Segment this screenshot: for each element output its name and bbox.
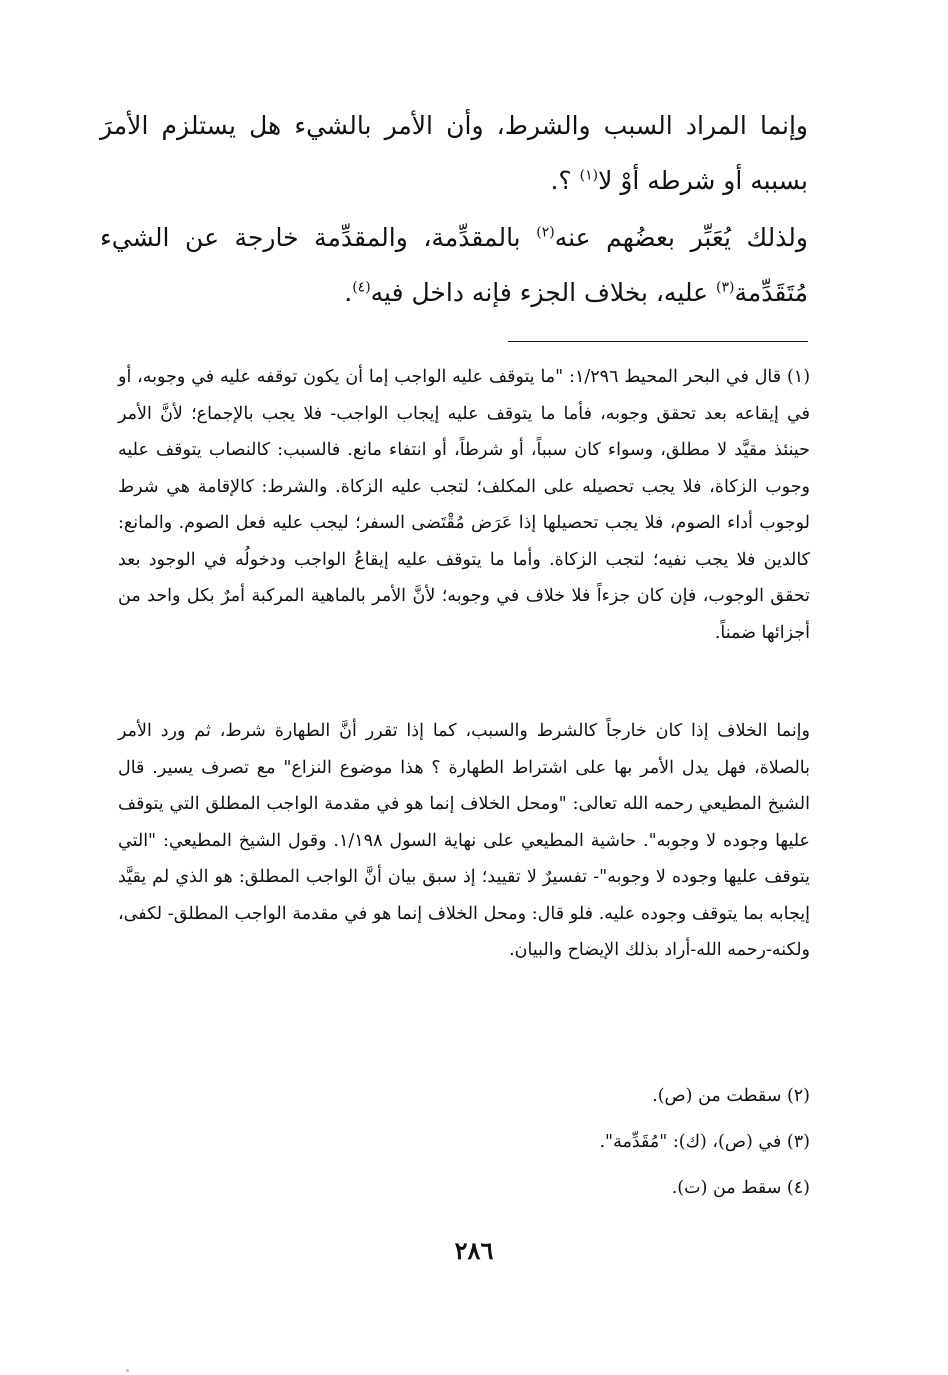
footnote-separator bbox=[508, 341, 808, 342]
scan-speck bbox=[126, 1369, 129, 1372]
main-text: عليه، بخلاف الجزء فإنه داخل فيه bbox=[370, 278, 717, 307]
footnote-3: (٣) في (ص)، (ك): "مُقَدِّمة". bbox=[599, 1132, 810, 1152]
main-paragraph-1 bbox=[100, 98, 808, 208]
main-paragraph-2 bbox=[100, 210, 808, 320]
footnote-4: (٤) سقط من (ت). bbox=[671, 1178, 810, 1198]
footnote-1-part-1: (١) قال في البحر المحيط ١/٢٩٦: "ما يتوقف عليه الواجب إما أن يكون توقفه عليه في وجوبه، أو في إيقاعه بعد تحقق وجوبه، فأما ما يتوقف عليه إيجاب الواجب- فلا يجب بالإجماع؛ لأنَّ الأمر حينئذ مقيَّد لا مطلق، وسواء كان سبباً، أو شرطاً، أو انتفاء مانع. فالسبب: كالنصاب يتوقف عليه وجوب الزكاة، فلا يجب تحصيله على المكلف؛ لتجب عليه الزكاة. والشرط: كالإقامة هي شرط لوجوب أداء الصوم، فلا يجب تحصيلها إذا عَرَض مُقْتَضى السفر؛ ليجب عليه فعل الصوم. والمانع: كالدين فلا يجب نفيه؛ لتجب الزكاة. وأما ما يتوقف عليه إيقاعُ الواجب ودخولُه في الوجود بعد تحقق الوجوب، فإن كان جزءاً فلا خلاف في وجوبه؛ لأنَّ الأمر بالماهية المركبة أمرٌ بكل واحد من أجزائها ضمناً. bbox=[118, 367, 811, 643]
footnote-2: (٢) سقطت من (ص). bbox=[652, 1086, 810, 1106]
footnote-ref-2[interactable]: (٢) bbox=[536, 224, 555, 241]
footnote-ref-4[interactable]: (٤) bbox=[352, 279, 371, 296]
page-number: ٢٨٦ bbox=[454, 1236, 494, 1265]
footnote-1-part-2: وإنما الخلاف إذا كان خارجاً كالشرط والسبب، كما إذا تقرر أنَّ الطهارة شرط، ثم ورد الأمر بالصلاة، فهل يدل الأمر بها على اشتراط الطهارة ؟ هذا موضوع النزاع" مع تصرف يسير. قال الشيخ المطيعي رحمه الله تعالى: "ومحل الخلاف إنما هو في مقدمة الواجب المطلق التي يتوقف عليها وجوده لا وجوبه". حاشية المطيعي على نهاية السول ١/١٩٨. وقول الشيخ المطيعي: "التي يتوقف عليها وجوده لا وجوبه"- تفسيرٌ لا تقييد؛ إذ سبق بيان أنَّ الواجب المطلق: هو الذي لم يقيَّد إيجابه بما يتوقف وجوده عليه. فلو قال: ومحل الخلاف إنما هو في مقدمة الواجب المطلق- لكفى، ولكنه-رحمه الله-أراد بذلك الإيضاح والبيان. bbox=[118, 721, 810, 960]
footnote-ref-3[interactable]: (٣) bbox=[716, 279, 735, 296]
main-text: وإنما المراد السبب والشرط، وأن الأمر بالشيء هل يستلزم الأمرَ بسببه أو شرطه أوْ لا bbox=[100, 111, 808, 195]
main-text: بالمقدِّمة، والمقدِّمة خارجة عن الشيء مُتَقَدِّمة bbox=[100, 223, 808, 307]
footnote-ref-1[interactable]: (١) bbox=[579, 167, 599, 184]
main-text: ؟. bbox=[550, 166, 580, 195]
main-text: ولذلك يُعَبِّر بعضُهم عنه bbox=[554, 223, 808, 252]
main-text: . bbox=[344, 278, 353, 307]
